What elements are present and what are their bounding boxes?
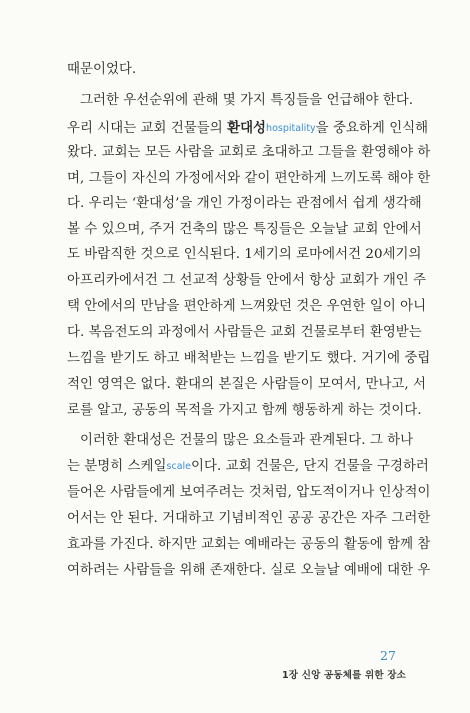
text-line: 다. 복음전도의 과정에서 사람들은 교회 건물로부터 환영받는: [67, 325, 422, 340]
text-line: 느낌을 받기도 하고 배척받는 느낌을 받기도 했다. 거기에 중립: [67, 351, 431, 366]
paragraph-first-line: 이러한 환대성은 건물의 많은 요소들과 관계된다. 그 하나: [80, 433, 414, 448]
text-line: 볼 수 있으며, 주거 건축의 많은 특징들은 오늘날 교회 안에서: [67, 222, 422, 237]
text-fragment: 는 분명히 스케일: [67, 459, 167, 474]
text-line: 여하려는 사람들을 위해 존재한다. 실로 오늘날 예배에 대한 우: [67, 563, 431, 578]
text-line: 도 바람직한 것으로 인식된다. 1세기의 로마에서건 20세기의: [67, 247, 422, 262]
text-line: 아프리카에서건 그 선교적 상황들 안에서 항상 교회가 개인 주: [67, 273, 427, 288]
paragraph-last-line: 로를 알고, 공동의 목적을 가지고 함께 행동하게 하는 것이다.: [67, 403, 422, 418]
text-fragment: 이다. 교회 건물은, 단지 건물을 구경하러: [191, 459, 429, 474]
text-line: 왔다. 교회는 모든 사람을 교회로 초대하고 그들을 환영해야 하: [67, 145, 431, 160]
paragraph-first-line: 그러한 우선순위에 관해 몇 가지 특징들을 언급해야 한다.: [80, 93, 414, 108]
text-line: 적인 영역은 없다. 환대의 본질은 사람들이 모여서, 만나고, 서: [67, 377, 427, 392]
emphasized-term: 환대성: [227, 120, 267, 136]
text-line: 들어온 사람들에게 보여주려는 것처럼, 압도적이거나 인상적이: [67, 485, 431, 500]
text-fragment: 우리 시대는 교회 건물들의: [67, 121, 228, 136]
text-line: 택 안에서의 만남을 편안하게 느껴왔던 것은 우연한 일이 아니: [67, 299, 427, 314]
english-gloss: hospitality: [266, 123, 316, 134]
text-line-scale: [67, 457, 429, 477]
chapter-running-footer: 1장 신앙 공동체를 위한 장소: [282, 670, 406, 681]
text-fragment: 을 중요하게 인식해: [315, 121, 429, 136]
text-line: 다. 우리는 ‘환대성’을 개인 가정이라는 관점에서 쉽게 생각해: [67, 196, 422, 211]
english-gloss: scale: [166, 461, 191, 472]
text-line: 며, 그들이 자신의 가정에서와 같이 편안하게 느끼도록 해야 한: [67, 171, 431, 186]
text-line: 때문이었다.: [67, 62, 137, 77]
page-number: 27: [380, 648, 396, 663]
text-line-hospitality: [67, 118, 429, 139]
text-line: 효과를 가진다. 하지만 교회는 예배라는 공동의 활동에 함께 참: [67, 537, 431, 552]
text-line: 어서는 안 된다. 거대하고 기념비적인 공공 공간은 자주 그러한: [67, 511, 431, 526]
